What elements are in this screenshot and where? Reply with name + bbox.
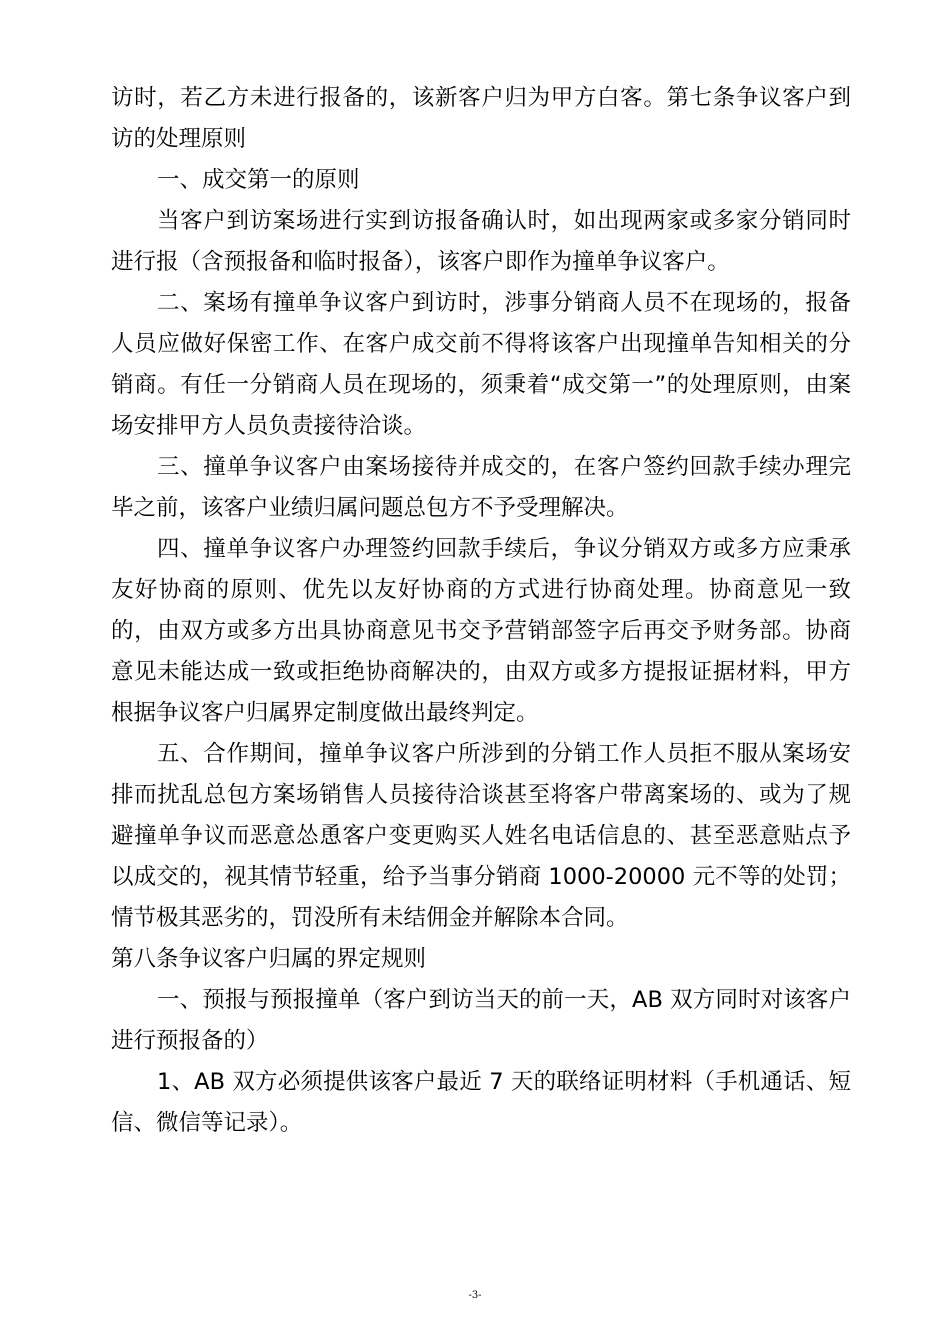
paragraph-1: 访时，若乙方未进行报备的，该新客户归为甲方白客。第七条争议客户到访的处理原则 [111,85,851,152]
page-number: -3- [468,1290,482,1301]
paragraph-7: 一、预报与预报撞单（客户到访当天的前一天，AB 双方同时对该客户进行预报备的） [111,987,851,1054]
paragraph-8: 1、AB 双方必须提供该客户最近 7 天的联络证明材料（手机通话、短信、微信等记录）。 [111,1069,851,1136]
paragraph-5: 四、撞单争议客户办理签约回款手续后，争议分销双方或多方应秉承友好协商的原则、优先以友好协商的方式进行协商处理。协商意见一致的，由双方或多方出具协商意见书交予营销部签字后再交予财务部。协商意见未能达成一致或拒绝协商解决的，由双方或多方提报证据材料，甲方根据争议客户归属界定制度做出最终判定。 [111,536,851,726]
paragraph-4: 三、撞单争议客户由案场接待并成交的，在客户签约回款手续办理完毕之前，该客户业绩归属问题总包方不予受理解决。 [111,454,851,521]
paragraph-6: 五、合作期间，撞单争议客户所涉到的分销工作人员拒不服从案场安排而扰乱总包方案场销售人员接待洽谈甚至将客户带离案场的、或为了规避撞单争议而恶意怂恿客户变更购买人姓名电话信息的、甚至恶意贴点予以成交的，视其情节轻重，给予当事分销商 1000-20000 元不等的处罚；情节极其恶劣的，罚没所有未结佣金并解除本合同。 [111,741,851,931]
paragraph-2: 当客户到访案场进行实到访报备确认时，如出现两家或多家分销同时进行报（含预报备和临时报备），该客户即作为撞单争议客户。 [111,208,851,275]
article-heading-8: 第八条争议客户归属的界定规则 [111,946,427,972]
section-heading-1: 一、成交第一的原则 [157,167,360,193]
paragraph-3: 二、案场有撞单争议客户到访时，涉事分销商人员不在现场的，报备人员应做好保密工作、在客户成交前不得将该客户出现撞单告知相关的分销商。有任一分销商人员在现场的，须秉着“成交第一”的处理原则，由案场安排甲方人员负责接待洽谈。 [111,290,851,439]
document-body [111,78,851,1144]
